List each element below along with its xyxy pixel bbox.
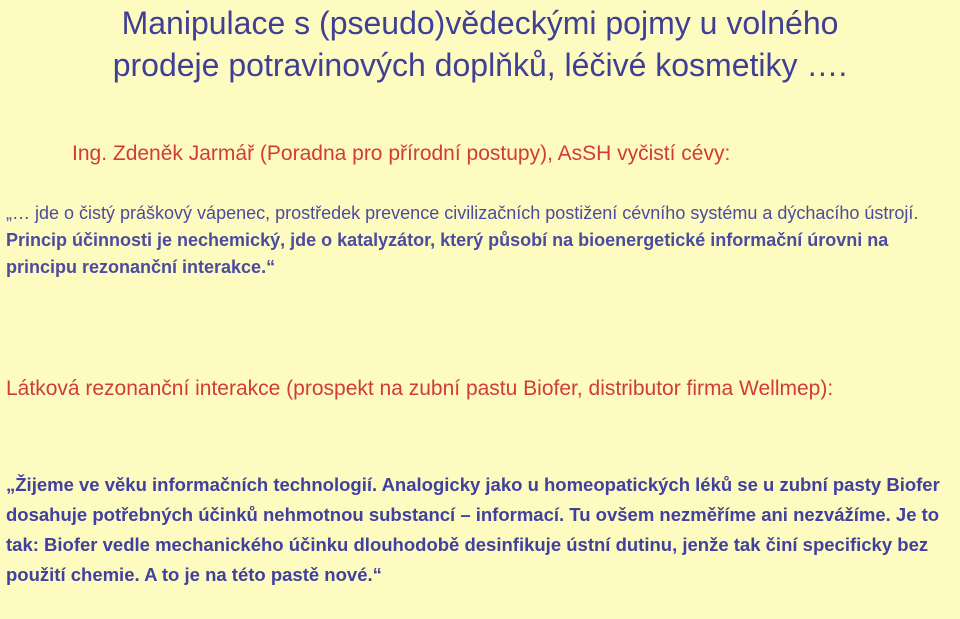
quote-vapenec-part-1: „… jde o čistý práškový vápenec, prostředek prevence civilizačních postižení cévního systému a dýchacího ústrojí. <box>6 203 919 223</box>
quote-vapenec <box>6 200 946 281</box>
slide-title-line-1: Manipulace s (pseudo)vědeckými pojmy u volného <box>121 5 839 41</box>
quote-biofer: „Žijeme ve věku informačních technologií. Analogicky jako u homeopatických léků se u zubní pasty Biofer dosahuje potřebných účinků nehmotnou substancí – informací. Tu ovšem nezměříme ani nezvážíme. Je to tak: Biofer vedle mechanického účinku dlouhodobě desinfikuje ústní dutinu, jenže tak činí specificky bez použití chemie. A to je na této pastě nové.“ <box>6 474 940 585</box>
quote-vapenec-part-2: Princip účinnosti je nechemický, jde o katalyzátor, který působí na bioenergetické informační úrovni na principu rezonanční interakce.“ <box>6 230 889 277</box>
slide-title <box>0 2 960 86</box>
author-line: Ing. Zdeněk Jarmář (Poradna pro přírodní postupy), AsSH vyčistí cévy: <box>72 142 731 165</box>
source-line-biofer: Látková rezonanční interakce (prospekt na zubní pastu Biofer, distributor firma Wellmep): <box>6 377 834 400</box>
slide-title-line-2: prodeje potravinových doplňků, léčivé kosmetiky …. <box>112 47 848 83</box>
